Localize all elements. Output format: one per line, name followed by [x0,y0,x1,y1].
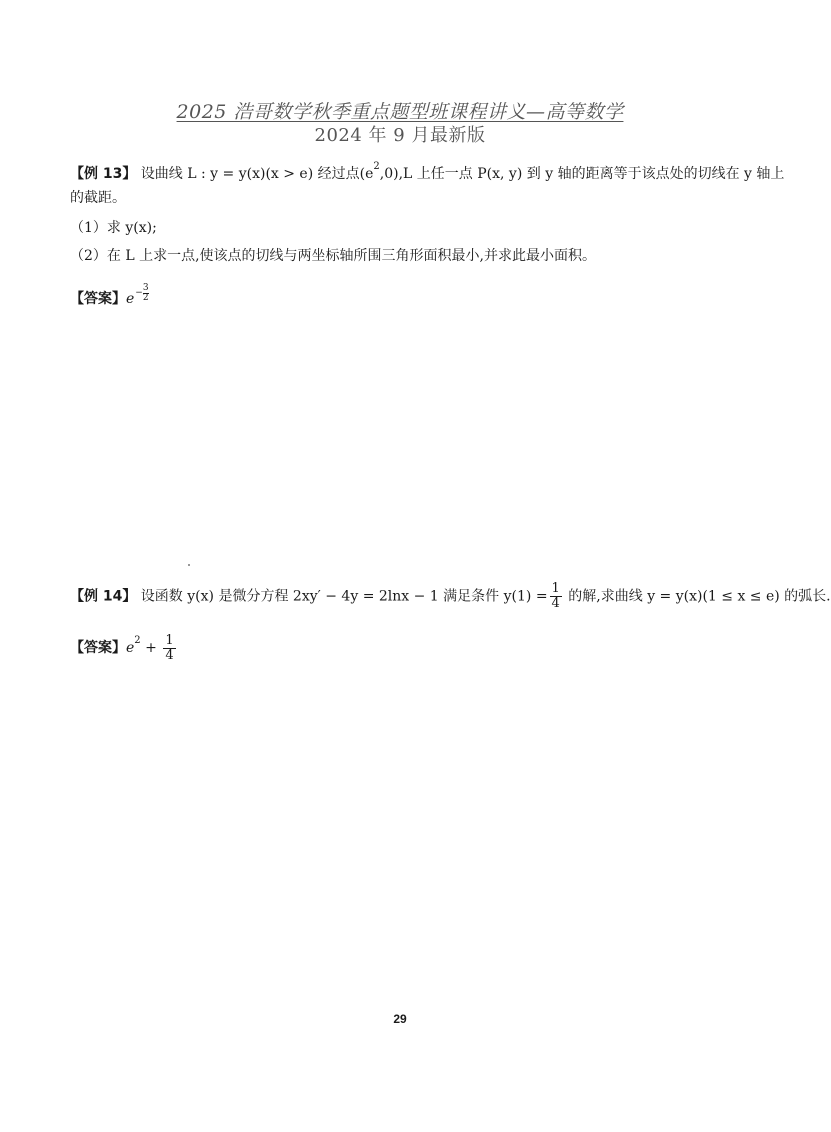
math-condition: y(1) = [503,588,548,605]
math-point-exponent: 2 [373,161,380,172]
math-curve: y = y(x)(1 ≤ x ≤ e) [647,588,780,605]
header-title: 2025 浩哥数学秋季重点题型班课程讲义—高等数学 [176,101,624,123]
page-number: 29 [393,1012,407,1026]
answer-exponent: 2 [134,635,141,646]
condition-den: 4 [551,596,560,611]
example-13-question-1 [70,217,157,239]
math-y-of-x: y(x) [125,220,153,236]
answer-den: 4 [165,647,174,663]
math-y-of-x: y(x) [187,588,214,605]
math-y: y [545,166,554,182]
example-14-answer [70,630,178,663]
example-13-answer [70,284,149,310]
text: ; [152,220,157,236]
math-point-left: (e [359,166,374,182]
question-1-label: （1）求 [70,220,126,236]
answer-plus: + [140,640,162,656]
answer-exponent-den: 2 [142,293,149,303]
text: 是微分方程 [214,588,293,605]
answer-base: e [126,640,135,656]
text: ,L 上任一点 [398,166,478,182]
example-13-statement-cont: 的截距。 [70,190,126,206]
text: 经过点 [313,166,360,182]
scan-dot [188,564,190,566]
answer-base: e [126,291,135,307]
answer-label: 【答案】 [70,291,126,307]
answer-fraction [163,634,175,663]
answer-num: 1 [165,632,174,648]
example-13-statement [70,156,784,185]
condition-num: 1 [551,581,560,596]
example-13-label: 【例 13】 [70,166,137,182]
answer-exponent-num: 3 [142,283,149,293]
text: 的弧长. [779,588,831,605]
text: 轴的距离等于该点处的切线在 y 轴上 [553,166,785,182]
math-point-right: ,0) [379,166,399,182]
math-curve: L : y = y(x)(x > e) [187,166,314,182]
example-14-label: 【例 14】 [70,588,137,605]
answer-label: 【答案】 [70,640,126,656]
answer-exponent-sign: − [135,288,143,298]
math-point [359,161,399,182]
math-point-p: P(x, y) [477,166,523,182]
answer-exponent [135,284,148,303]
text: 设函数 [136,588,188,605]
header-subtitle: 2024 年 9 月最新版 [314,125,486,146]
text: 的解,求曲线 [563,588,648,605]
math-equation: 2xy′ − 4y = 2lnx − 1 [292,588,439,605]
example-13-question-2: （2）在 L 上求一点,使该点的切线与两坐标轴所围三角形面积最小,并求此最小面积。 [70,248,597,264]
text: 满足条件 [438,588,504,605]
example-14-statement [70,582,831,611]
text: 设曲线 [136,166,188,182]
text: 到 [522,166,546,182]
condition-fraction [550,582,562,611]
